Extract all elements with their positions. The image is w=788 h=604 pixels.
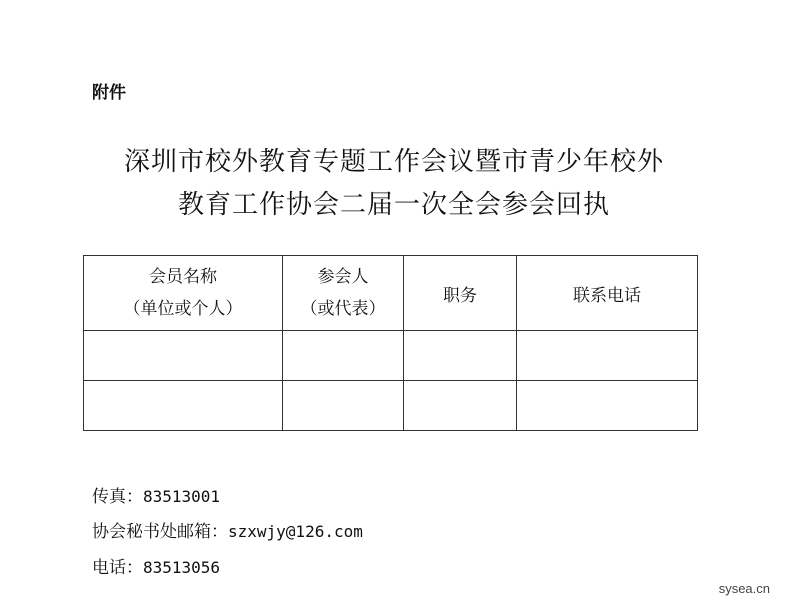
header-attendee-label: 参会人 <box>317 267 369 287</box>
attachment-label: 附件 <box>92 83 126 103</box>
document-title-line-2: 教育工作协会二届一次全会参会回执 <box>177 190 610 220</box>
email-line <box>92 517 363 542</box>
phone-line <box>92 553 220 578</box>
fax-number: 83513001 <box>143 487 221 506</box>
table-cell-position[interactable] <box>404 381 517 431</box>
header-position-label: 职务 <box>443 285 477 306</box>
table-cell-member-name[interactable] <box>84 331 283 381</box>
header-phone <box>517 256 698 331</box>
header-member-name-note: （单位或个人） <box>123 299 243 319</box>
phone-number: 83513056 <box>143 558 221 577</box>
header-position <box>404 256 517 331</box>
table-row <box>84 381 698 431</box>
header-phone-label: 联系电话 <box>573 285 641 306</box>
table-cell-position[interactable] <box>404 331 517 381</box>
document-title-line-1: 深圳市校外教育专题工作会议暨市青少年校外 <box>123 147 664 177</box>
header-attendee-note: （或代表） <box>300 299 386 319</box>
header-attendee <box>283 256 404 331</box>
table-row <box>84 331 698 381</box>
phone-label: 电话： <box>92 558 143 578</box>
fax-line <box>92 482 220 507</box>
fax-label: 传真： <box>92 487 143 507</box>
email-address[interactable]: szxwjy@126.com <box>228 522 363 541</box>
table-cell-phone[interactable] <box>517 331 698 381</box>
table-cell-attendee[interactable] <box>283 331 404 381</box>
table-cell-attendee[interactable] <box>283 381 404 431</box>
table-cell-phone[interactable] <box>517 381 698 431</box>
watermark: sysea.cn <box>718 581 770 596</box>
email-label: 协会秘书处邮箱： <box>92 522 228 542</box>
table-header-row <box>84 256 698 331</box>
header-member-name-label: 会员名称 <box>149 267 217 287</box>
header-member-name <box>84 256 283 331</box>
reply-form-table <box>83 255 698 431</box>
table-cell-member-name[interactable] <box>84 381 283 431</box>
